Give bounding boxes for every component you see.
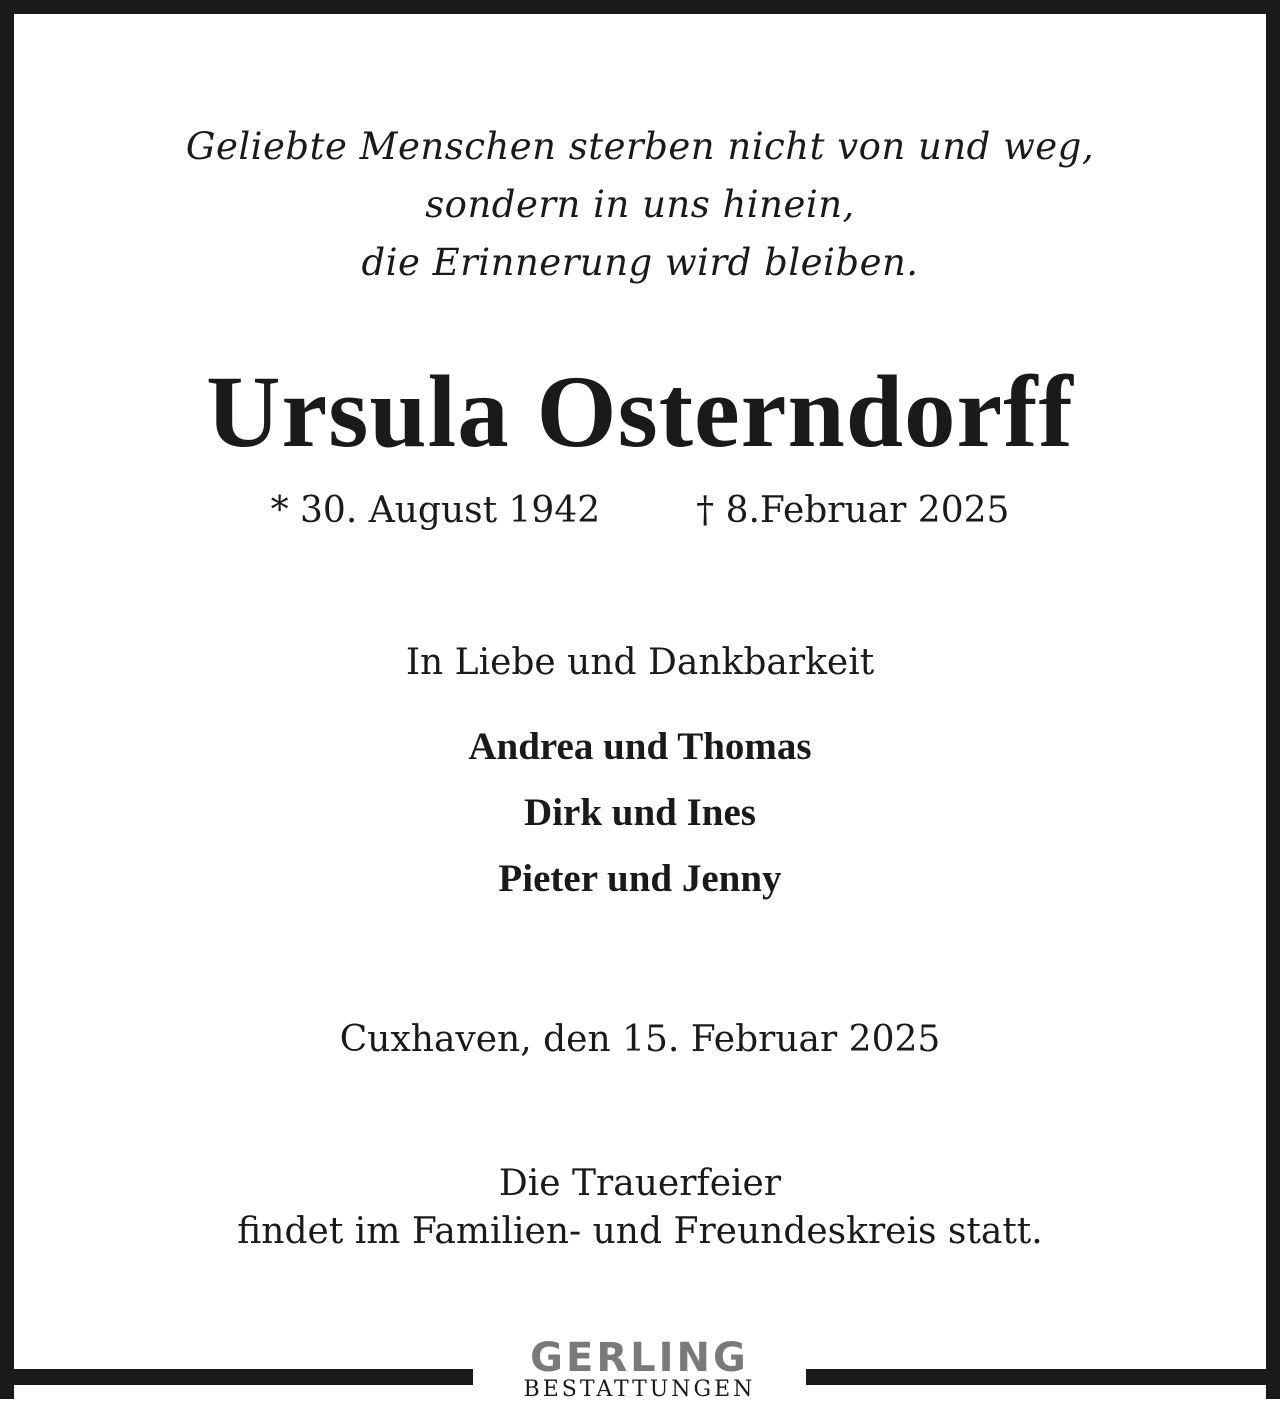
mourner-name: Dirk und Ines: [524, 791, 756, 834]
quote-line: die Erinnerung wird bleiben.: [361, 241, 919, 284]
quote-line: Geliebte Menschen sterben nicht von und weg,: [185, 125, 1095, 168]
funeral-service-note: [0, 1160, 1280, 1256]
life-dates: [0, 488, 1280, 534]
memorial-quote: [0, 118, 1280, 292]
funeral-home-logo: [473, 1335, 806, 1402]
mourner-name: Pieter und Jenny: [498, 857, 782, 900]
service-line: Die Trauerfeier: [498, 1163, 782, 1204]
logo-wordmark: GERLING: [530, 1335, 749, 1381]
death-date: † 8.Februar 2025: [696, 490, 1010, 531]
deceased-name: Ursula Osterndorff: [206, 355, 1074, 469]
mourners-intro: In Liebe und Dankbarkeit: [405, 642, 875, 683]
mourners-list: [0, 714, 1280, 912]
service-line: findet im Familien- und Freundeskreis statt.: [237, 1211, 1043, 1252]
place-and-date: Cuxhaven, den 15. Februar 2025: [339, 1019, 941, 1060]
mourner-name: Andrea und Thomas: [468, 725, 812, 768]
quote-line: sondern in uns hinein,: [425, 183, 855, 226]
bottom-border-left: [0, 1369, 473, 1385]
logo-subtitle: BESTATTUNGEN: [523, 1377, 756, 1402]
birth-date: * 30. August 1942: [270, 490, 601, 531]
bottom-border-right: [806, 1369, 1280, 1385]
